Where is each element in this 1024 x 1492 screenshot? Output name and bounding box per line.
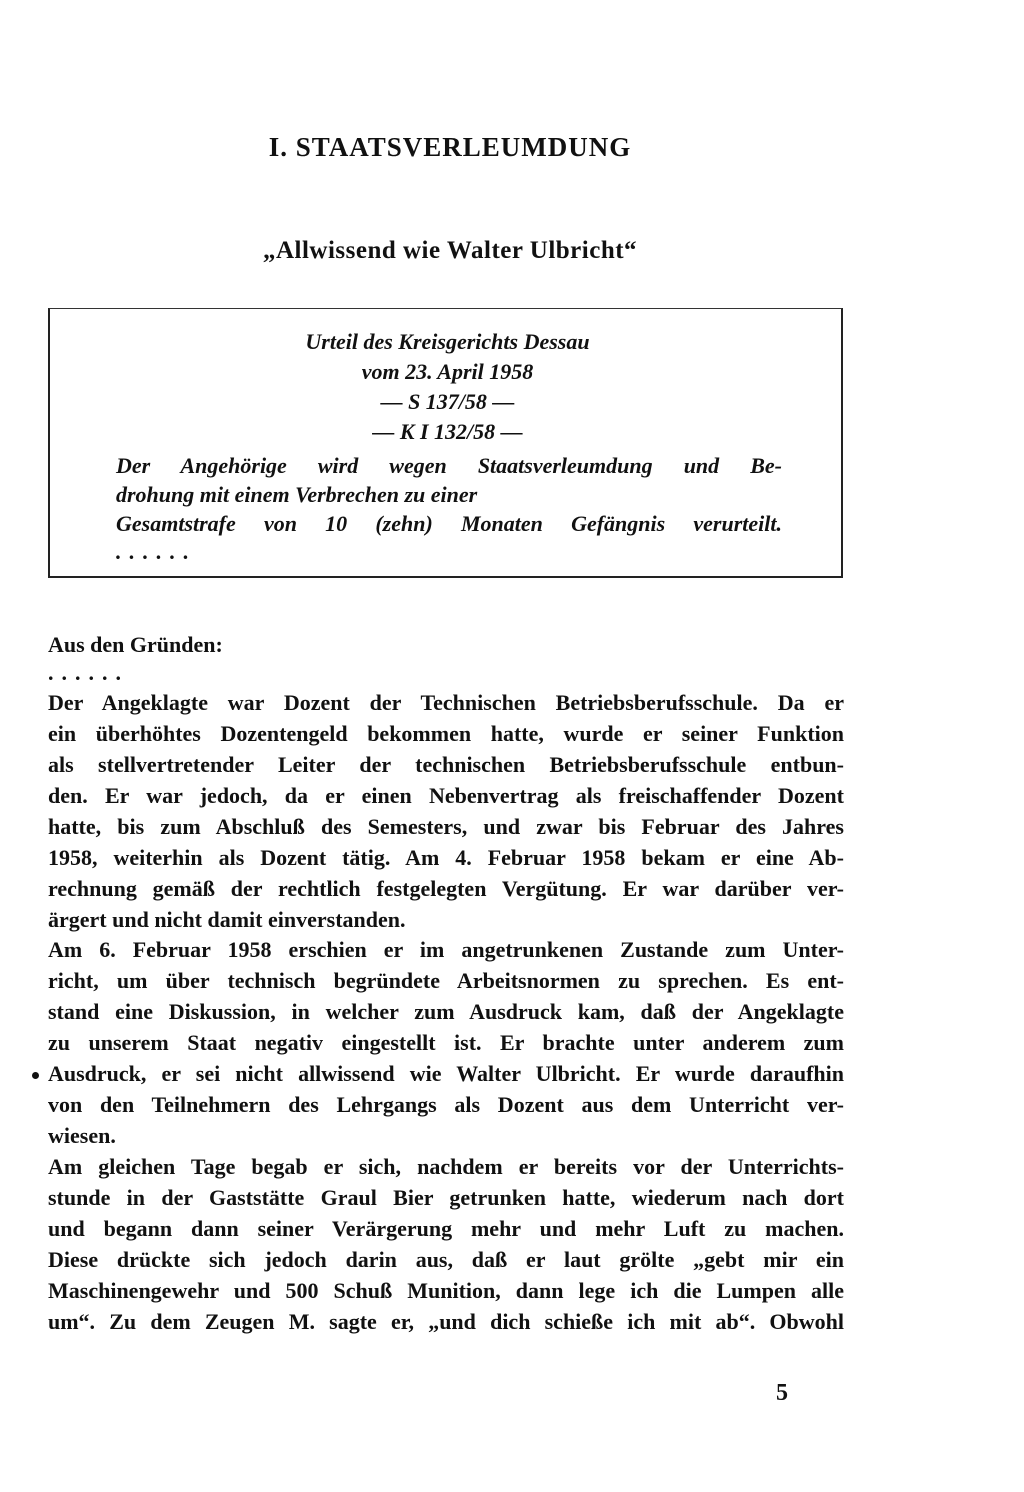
margin-mark	[32, 1072, 39, 1079]
verdict-date: vom 23. April 1958	[361, 359, 534, 384]
body-line: zu unserem Staat negativ eingestellt ist. Er brachte unter anderem zum	[48, 1030, 844, 1055]
body-line: Am 6. Februar 1958 erschien er im angetrunkenen Zustande zum Unter-	[48, 937, 844, 962]
verdict-text-line: drohung mit einem Verbrechen zu einer	[116, 482, 478, 507]
body-line: rechnung gemäß der rechtlich festgelegten Vergütung. Er war darüber ver-	[48, 876, 844, 901]
body-line: richt, um über technisch begründete Arbeitsnormen zu sprechen. Es ent-	[48, 968, 844, 993]
body-line: ärgert und nicht damit einverstanden.	[48, 907, 406, 932]
body-line: Ausdruck, er sei nicht allwissend wie Walter Ulbricht. Er wurde daraufhin	[48, 1061, 844, 1086]
body-line: um“. Zu dem Zeugen M. sagte er, „und dich schieße ich mit ab“. Obwohl	[48, 1309, 844, 1334]
section-subtitle: „Allwissend wie Walter Ulbricht“	[262, 237, 638, 264]
body-line: den. Er war jedoch, da er einen Nebenvertrag als freischaffender Dozent	[48, 783, 844, 808]
body-line: stand eine Diskussion, in welcher zum Ausdruck kam, daß der Angeklagte	[48, 999, 844, 1024]
body-line: Der Angeklagte war Dozent der Technischen Betriebsberufsschule. Da er	[48, 690, 844, 715]
verdict-text-line: Der Angehörige wird wegen Staatsverleumdung und Be-	[116, 453, 782, 478]
verdict-file-number-1: — S 137/58 —	[380, 389, 515, 414]
body-line: als stellvertretender Leiter der technischen Betriebsberufsschule entbun-	[48, 752, 844, 777]
reasons-heading: Aus den Gründen:	[48, 632, 223, 657]
body-line: von den Teilnehmern des Lehrgangs als Dozent aus dem Unterricht ver-	[48, 1092, 844, 1117]
body-line: und begann dann seiner Verärgerung mehr und mehr Luft zu machen.	[48, 1216, 844, 1241]
verdict-file-number-2: — K I 132/58 —	[372, 419, 523, 444]
verdict-box	[48, 308, 843, 578]
verdict-ellipsis: ......	[116, 539, 197, 564]
body-line: Am gleichen Tage begab er sich, nachdem er bereits vor der Unterrichts-	[48, 1154, 844, 1179]
page-number: 5	[776, 1380, 788, 1406]
body-line: ein überhöhtes Dozentengeld bekommen hatte, wurde er seiner Funktion	[48, 721, 844, 746]
chapter-title: I. STAATSVERLEUMDUNG	[268, 132, 632, 162]
verdict-court: Urteil des Kreisgerichts Dessau	[305, 329, 590, 354]
reasons-ellipsis: ......	[48, 660, 129, 685]
body-line: stunde in der Gaststätte Graul Bier getrunken hatte, wiederum nach dort	[48, 1185, 844, 1210]
body-line: hatte, bis zum Abschluß des Semesters, und zwar bis Februar des Jahres	[48, 814, 844, 839]
body-line: wiesen.	[48, 1123, 116, 1148]
body-line: Diese drückte sich jedoch darin aus, daß er laut grölte „gebt mir ein	[48, 1247, 844, 1272]
body-line: Maschinengewehr und 500 Schuß Munition, dann lege ich die Lumpen alle	[48, 1278, 844, 1303]
body-line: 1958, weiterhin als Dozent tätig. Am 4. Februar 1958 bekam er eine Ab-	[48, 845, 844, 870]
verdict-text-line: Gesamtstrafe von 10 (zehn) Monaten Gefängnis verurteilt.	[116, 511, 782, 536]
